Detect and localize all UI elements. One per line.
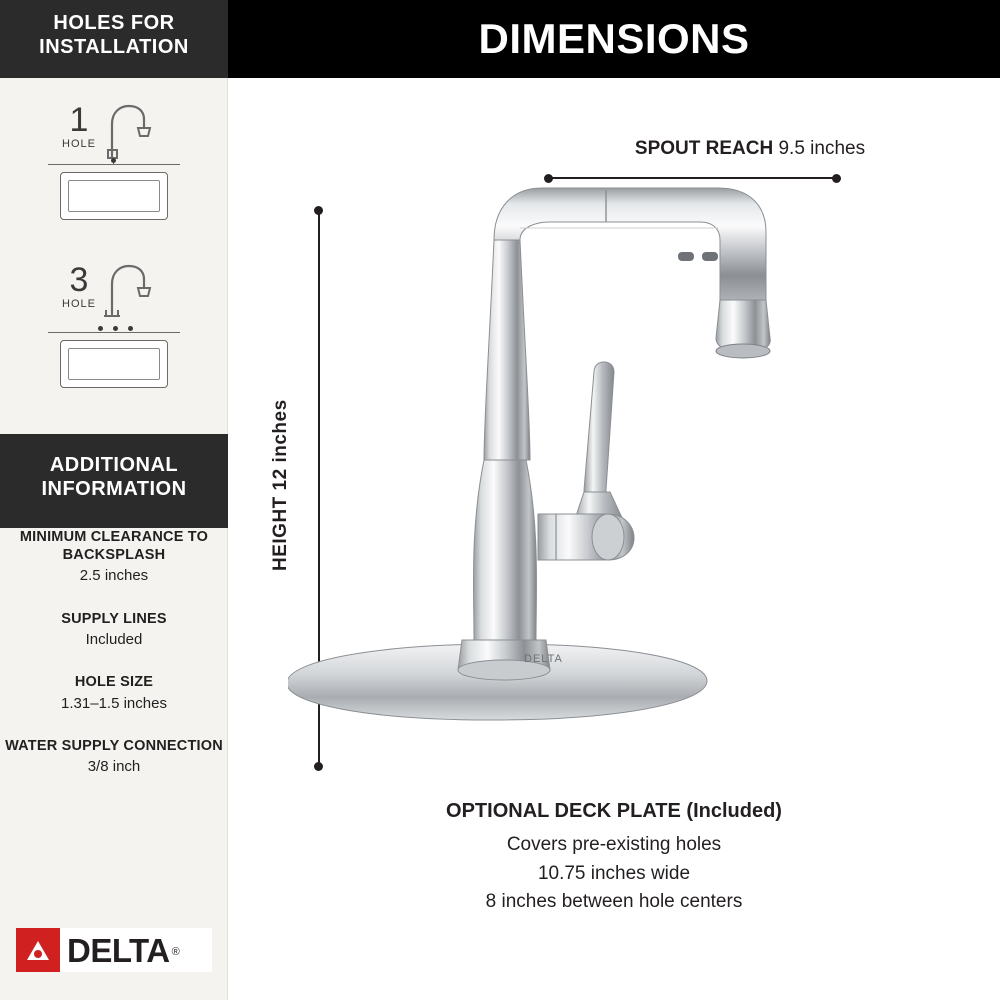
hole-dot-1 — [111, 158, 116, 163]
sink-inner-3 — [68, 348, 160, 380]
hole-option-3-count — [56, 261, 102, 311]
info-value: 3/8 inch — [87, 758, 141, 776]
counter-line-1 — [48, 164, 180, 165]
delta-logo — [16, 928, 212, 972]
mini-faucet-icon — [98, 258, 158, 320]
hole-dot-center-3 — [113, 326, 118, 331]
registered-mark: ® — [171, 946, 180, 958]
caption-line: 8 inches between hole centers — [485, 891, 743, 912]
height-label: HEIGHT 12 inches — [270, 399, 291, 571]
holes-for-installation-header — [0, 0, 228, 78]
hole-option-1 — [0, 96, 228, 246]
faucet-illustration — [288, 170, 928, 780]
triangle-shape — [27, 941, 49, 960]
faucet-spout — [494, 188, 770, 358]
faucet-handle — [538, 362, 634, 560]
spout-reach-value: 9.5 inches — [778, 138, 866, 159]
caption-line: Covers pre-existing holes — [506, 834, 722, 855]
info-value: 2.5 inches — [79, 567, 149, 585]
hole-option-3-number: 3 — [69, 261, 89, 299]
title-bar — [228, 0, 1000, 78]
hole-dot-right-3 — [128, 326, 133, 331]
caption-line: 10.75 inches wide — [537, 862, 691, 884]
delta-triangle-icon — [16, 928, 60, 972]
info-label: MINIMUM CLEARANCE TO BACKSPLASH — [19, 529, 209, 564]
info-item — [0, 610, 228, 650]
faucet-brand-mark: DELTA — [524, 653, 563, 665]
sink-outline-1 — [60, 172, 168, 220]
hole-option-1-number: 1 — [69, 101, 89, 139]
additional-header-line1: ADDITIONAL — [49, 454, 179, 476]
hole-dot-left-3 — [98, 326, 103, 331]
page-title: DIMENSIONS — [478, 15, 750, 62]
sink-inner-1 — [68, 180, 160, 212]
info-value: 1.31–1.5 inches — [61, 694, 167, 712]
info-label: SUPPLY LINES — [61, 610, 167, 627]
mini-faucet-icon — [98, 98, 158, 160]
additional-header-line2: INFORMATION — [41, 477, 187, 500]
hole-option-3-word: HOLE — [62, 298, 96, 311]
info-item — [0, 528, 228, 586]
hole-option-3 — [0, 256, 228, 416]
info-label: WATER SUPPLY CONNECTION — [5, 738, 223, 754]
delta-wordmark: DELTA — [67, 931, 170, 969]
faucet-column — [473, 240, 536, 640]
additional-information-header — [0, 434, 228, 528]
info-label: HOLE SIZE — [74, 674, 154, 691]
main-panel — [228, 0, 1000, 1000]
hole-option-1-word: HOLE — [62, 138, 96, 151]
counter-line-3 — [48, 332, 180, 333]
info-value: Included — [85, 630, 143, 648]
caption-heading: OPTIONAL DECK PLATE (Included) — [446, 800, 782, 822]
holes-header-line1: HOLES FOR — [53, 12, 175, 34]
additional-information-list — [0, 528, 228, 801]
holes-header-line2: INSTALLATION — [39, 35, 189, 58]
spout-reach-title: SPOUT REACH — [634, 138, 774, 159]
sidebar — [0, 0, 228, 1000]
spout-reach-label — [540, 138, 960, 160]
info-item — [0, 673, 228, 713]
sink-outline-3 — [60, 340, 168, 388]
info-item — [0, 737, 228, 777]
hole-option-1-count — [56, 101, 102, 151]
deck-plate-caption — [228, 800, 1000, 917]
